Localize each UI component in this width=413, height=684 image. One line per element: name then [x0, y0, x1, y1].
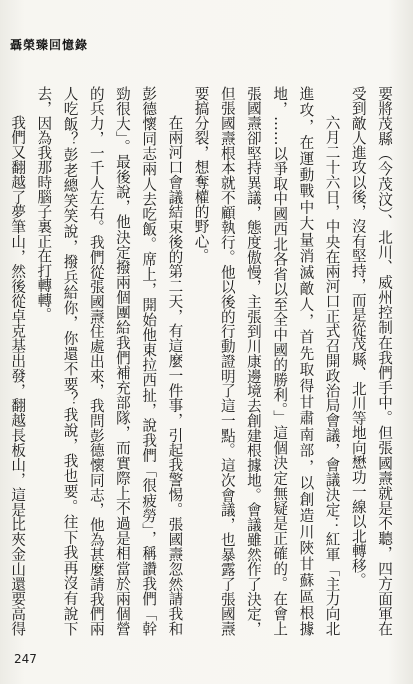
- page-number: 247: [14, 652, 37, 666]
- paragraph-4: 我們又翻越了夢筆山，然後從卓克基出發，翻越長板山，這是比夾金山還要高得: [9, 115, 27, 636]
- paragraph-1: 要將茂縣（今茂汶）、北川、威州控制在我們手中。但張國燾就是不聽，四方面軍在受到敵人進攻以後，沒有堅持，而是從茂縣、北川等地向懋功一線以北轉移。: [349, 86, 393, 636]
- paragraph-2: 六月二十六日，中央在兩河口正式召開政治局會議，會議決定：紅軍「主力向北進攻，在運動戰中大量消滅敵人，首先取得甘肅南部，以創造川陝甘蘇區根據地，……以爭取中國西北各省以至全中國的勝利。」這個決定無疑是正確的。在會上張國燾卻堅持異議，態度傲慢，主張到川康邊境去創建根據地。會議雖然作了決定，但張國燾根本就不顧執行。他以後的行動證明了這一點。這次會議，也暴露了張國燾要搞分裂，想奪權的野心。: [192, 86, 341, 636]
- paragraph-3: 在兩河口會議結束後的第二天，有這麼一件事，引起我警惕。張國燾忽然請我和彭德懷同志兩人去吃飯。席上，開始他東拉西扯，說我們「很疲勞」，稱讚我們「幹勁很大」。最後說，他決定撥兩個團給我們補充部隊，而實際上不過是相當於兩個營的兵力，一千人左右。我們從張國燾住處出來，我問彭德懷同志，他為甚麼請我們兩人吃飯？彭老總笑笑說，撥兵給你，你還不要？我說，我也要。往下我再沒有說下去，因為我那時腦子裏正在打轉轉。: [35, 86, 184, 636]
- body-text: [0, 86, 397, 636]
- running-head: 聶榮臻回憶錄: [10, 38, 89, 52]
